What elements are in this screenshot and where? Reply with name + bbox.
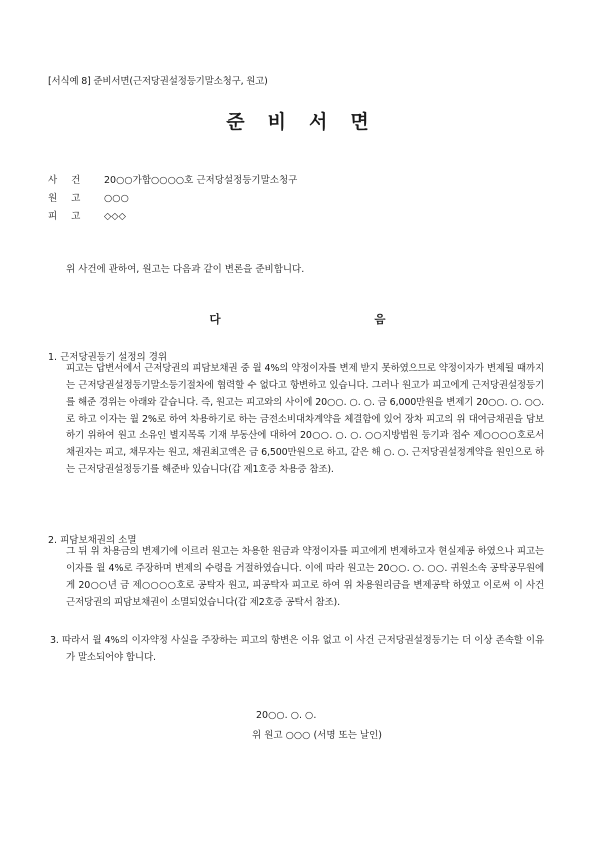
- section-3-body: 3. 따라서 월 4%의 이자약정 사실을 주장하는 피고의 항변은 이유 없고 이 사건 근저당권설정등기는 더 이상 존속할 이유가 말소되어야 합니다.: [50, 635, 544, 663]
- heading-char: 다: [209, 312, 221, 326]
- section-heading: [0, 311, 595, 327]
- document-title: 준비서면: [226, 111, 392, 133]
- signature-line: 위 원고 ○○○ (서명 또는 날인): [252, 730, 382, 741]
- party-value: 20○○가합○○○○호 근저당설정등기말소청구: [104, 175, 298, 186]
- section-1-body: 피고는 답변서에서 근저당권의 피담보채권 중 월 4%의 약정이자를 변제 받지 못하였으므로 약정이자가 변제될 때까지는 근저당권설정등기말소등기절차에 협력할 수 없다고 항변하고 있습니다. 그러나 원고가 피고에게 근저당권설정등기를 해준 경위는 아래와 같습니다. 즉, 원고는 피고와의 사이에 20○○. ○. ○. 금 6,000만원을 변제기 20○○. ○. ○○.로 하고 이자는 월 2%로 하여 차용하기로 하는 금전소비대차계약을 체결함에 있어 장차 피고의 위 대여금채권을 담보하기 위하여 원고 소유인 별지목록 기재 부동산에 대하여 20○○. ○. ○. ○○지방법원 등기과 접수 제○○○○호로서 채권자는 피고, 채무자는 원고, 채권최고액은 금 6,500만원으로 하고, 같은 해 ○. ○. 근저당권설정계약을 원인으로 하는 근저당권설정등기를 해준바 있습니다(갑 제1호증 차용증 참조).: [66, 363, 544, 476]
- form-label: [서식예 8] 준비서면(근저당권설정등기말소청구, 원고): [48, 76, 268, 87]
- party-label: 원고: [48, 193, 95, 204]
- section-2-body: 그 뒤 위 차용금의 변제기에 이르러 원고는 차용한 원금과 약정이자를 피고에게 변제하고자 현실제공 하였으나 피고는 이자를 월 4%로 주장하며 변제의 수령을 거절하였습니다. 이에 따라 원고는 20○○. ○. ○○. 귀원소속 공탁공무원에게 20○○년 금 제○○○○호로 공탁자 원고, 피공탁자 피고로 하여 위 차용원리금을 변제공탁 하였고 이로써 이 사건 근저당권의 피담보채권이 소멸되었습니다(갑 제2호증 공탁서 참조).: [66, 546, 544, 608]
- party-value: ○○○: [104, 193, 129, 204]
- document-date: 20○○. ○. ○.: [256, 710, 317, 721]
- section-1-title: 1. 근저당권등기 설정의 경위: [48, 352, 168, 363]
- party-case: [48, 172, 297, 186]
- heading-char: 음: [374, 312, 386, 326]
- party-plaintiff: [48, 190, 129, 204]
- party-label: 피고: [48, 211, 95, 222]
- intro-text: 위 사건에 관하여, 원고는 다음과 같이 변론을 준비합니다.: [66, 264, 305, 275]
- section-2-title: 2. 피담보채권의 소멸: [48, 535, 137, 546]
- party-label: 사건: [48, 175, 95, 186]
- party-value: ◇◇◇: [104, 211, 126, 222]
- party-defendant: [48, 208, 126, 222]
